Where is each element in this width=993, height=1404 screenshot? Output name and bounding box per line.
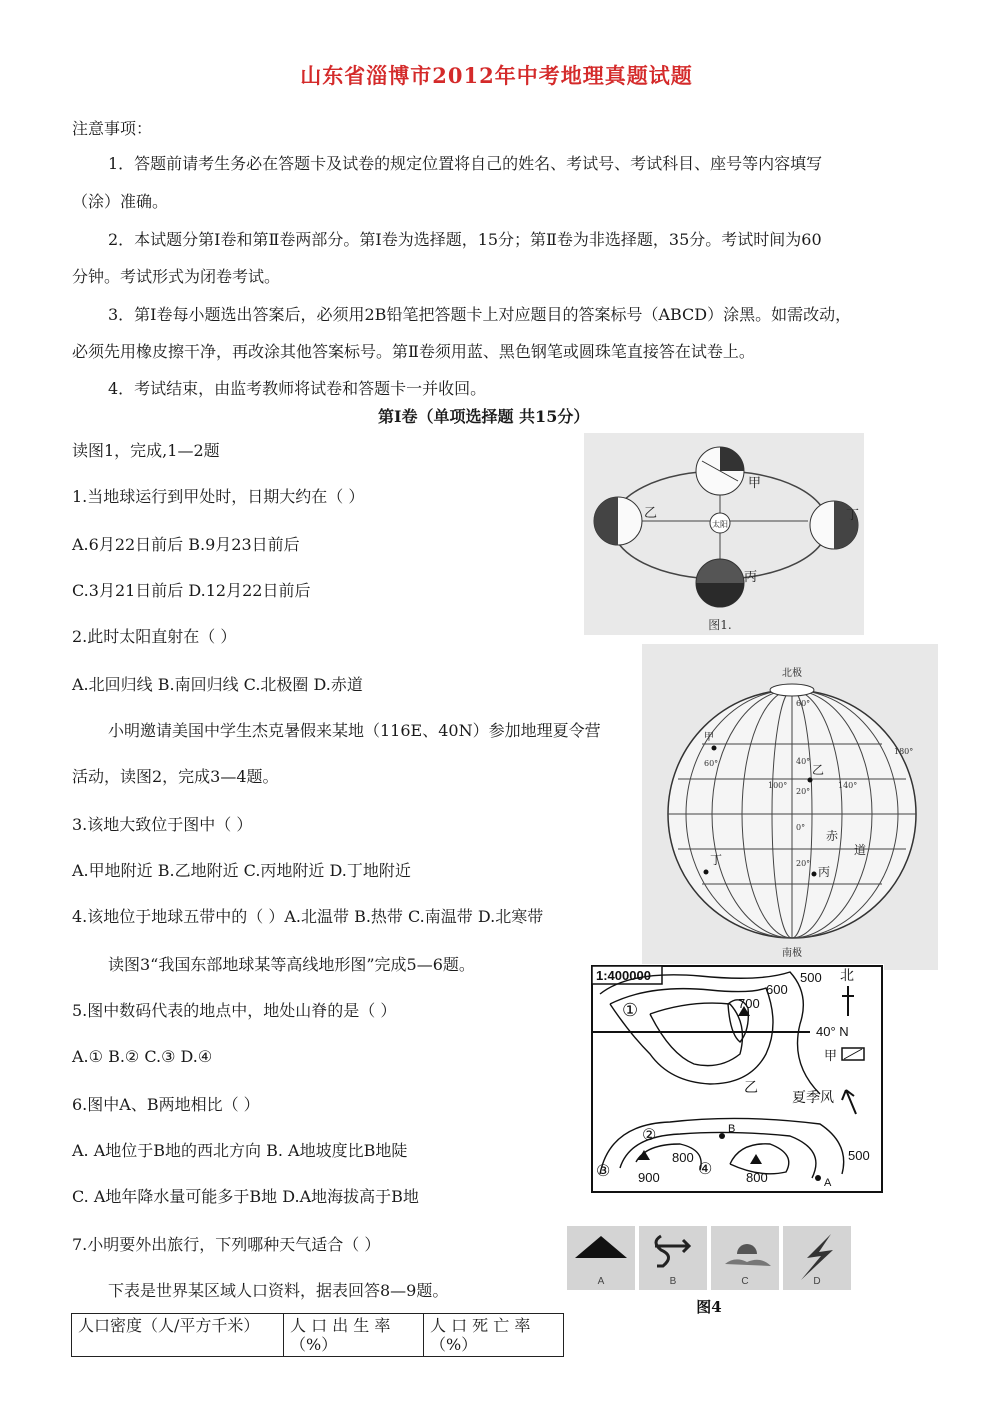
intro-q3: 小明邀请美国中学生杰克暑假来某地（116E、40N）参加地理夏令营 bbox=[108, 721, 601, 740]
notice-item-1b: （涂）准确。 bbox=[72, 192, 169, 211]
contour-800-right: 800 bbox=[746, 1170, 768, 1185]
figure-1-caption: 图1. bbox=[708, 618, 732, 632]
figure-4-weather-symbols bbox=[565, 1224, 861, 1320]
earth-jia bbox=[696, 447, 744, 495]
north-pole-cap bbox=[770, 684, 814, 696]
point-1: ① bbox=[622, 1000, 639, 1021]
lon-140-label: 140° bbox=[838, 781, 858, 790]
table-header-birth-rate: 人 口 出 生 率（%） bbox=[284, 1314, 424, 1357]
contour-700: 700 bbox=[738, 996, 760, 1011]
lon-180-label: 180° bbox=[894, 747, 914, 756]
lon-100-label: 100° bbox=[768, 781, 788, 790]
latitude-label: 40° N bbox=[816, 1024, 849, 1039]
point-yi-label: 乙 bbox=[744, 1080, 758, 1096]
question-1: 1.当地球运行到甲处时，日期大约在（ ） bbox=[72, 487, 365, 506]
north-pole-label: 北极 bbox=[782, 668, 802, 679]
point-3: ③ bbox=[596, 1161, 611, 1180]
point-b-label: B bbox=[728, 1123, 736, 1135]
symbol-d-label: D bbox=[813, 1276, 821, 1287]
lat-40-label: 40° bbox=[796, 757, 811, 766]
intro-q8: 下表是世界某区域人口资料，据表回答8—9题。 bbox=[108, 1281, 449, 1300]
table-header-density: 人口密度（人/平方千米） bbox=[72, 1314, 284, 1357]
figure-1-earth-orbit bbox=[584, 433, 864, 635]
question-2-options: A.北回归线 B.南回归线 C.北极圈 D.赤道 bbox=[72, 675, 363, 694]
symbol-b-label: B bbox=[669, 1276, 677, 1287]
question-3-options: A.甲地附近 B.乙地附近 C.丙地附近 D.丁地附近 bbox=[72, 861, 411, 880]
question-4: 4.该地位于地球五带中的（ ）A.北温带 B.热带 C.南温带 D.北寒带 bbox=[72, 907, 544, 926]
legend-jia-label: 甲 bbox=[824, 1049, 838, 1064]
notice-item-4: 4．考试结束，由监考教师将试卷和答题卡一并收回。 bbox=[108, 379, 487, 398]
equator-label-b: 道 bbox=[854, 843, 867, 857]
lat-20n-label: 20° bbox=[796, 787, 811, 796]
question-3: 3.该地大致位于图中（ ） bbox=[72, 815, 253, 834]
lat-60-label: 60° bbox=[796, 699, 811, 708]
point-ding-label: 丁 bbox=[710, 853, 723, 867]
point-4: ④ bbox=[698, 1159, 713, 1178]
point-a-marker bbox=[815, 1175, 821, 1181]
contour-500-bottom: 500 bbox=[848, 1148, 870, 1163]
symbol-a-label: A bbox=[597, 1276, 605, 1287]
population-table bbox=[71, 1313, 564, 1357]
question-5-options: A.① B.② C.③ D.④ bbox=[72, 1047, 213, 1066]
label-yi: 乙 bbox=[644, 506, 658, 521]
table-row bbox=[72, 1314, 564, 1357]
figure-3-contour-map bbox=[590, 964, 884, 1200]
contour-500-top: 500 bbox=[800, 970, 822, 985]
notice-item-1a: 1．答题前请考生务必在答题卡及试卷的规定位置将自己的姓名、考试号、考试科目、座号等内容填写 bbox=[108, 154, 823, 173]
question-1-options-ab: A.6月22日前后 B.9月23日前后 bbox=[72, 535, 300, 554]
point-ding-marker bbox=[704, 870, 709, 875]
point-bing-label: 丙 bbox=[818, 865, 831, 879]
contour-600: 600 bbox=[766, 982, 788, 997]
section-1-heading: 第Ⅰ卷（单项选择题 共15分） bbox=[378, 407, 590, 426]
notice-item-2b: 分钟。考试形式为闭卷考试。 bbox=[72, 267, 281, 286]
contour-800-left: 800 bbox=[672, 1150, 694, 1165]
figure-4-caption: 图4 bbox=[696, 1298, 722, 1316]
south-pole-label: 南极 bbox=[782, 948, 802, 959]
earth-yi bbox=[594, 497, 642, 545]
point-yi-label: 乙 bbox=[812, 763, 825, 777]
label-jia: 甲 bbox=[748, 476, 762, 491]
question-6-options-cd: C. A地年降水量可能多于B地 D.A地海拔高于B地 bbox=[72, 1187, 419, 1206]
lat-0-label: 0° bbox=[796, 823, 806, 832]
earth-bing bbox=[696, 559, 744, 607]
question-2: 2.此时太阳直射在（ ） bbox=[72, 627, 237, 646]
figure-2-globe bbox=[642, 644, 938, 970]
point-a-label: A bbox=[824, 1177, 832, 1189]
page-title: 山东省淄博市2012年中考地理真题试题 bbox=[300, 63, 693, 88]
question-1-options-cd: C.3月21日前后 D.12月22日前后 bbox=[72, 581, 311, 600]
lon-60-label: 60° bbox=[704, 759, 719, 768]
question-7: 7.小明要外出旅行，下列哪种天气适合（ ） bbox=[72, 1235, 381, 1254]
symbol-c-label: C bbox=[741, 1276, 749, 1287]
notice-heading: 注意事项： bbox=[72, 119, 153, 138]
read-fig3: 读图3“我国东部地球某等高线地形图”完成5—6题。 bbox=[108, 955, 475, 974]
map-scale: 1:400000 bbox=[596, 968, 651, 983]
sun-label: 太阳 bbox=[712, 520, 728, 529]
intro-q3-cont: 活动，读图2，完成3—4题。 bbox=[72, 767, 279, 786]
question-5: 5.图中数码代表的地点中，地处山脊的是（ ） bbox=[72, 1001, 397, 1020]
question-6: 6.图中A、B两地相比（ ） bbox=[72, 1095, 260, 1114]
contour-900: 900 bbox=[638, 1170, 660, 1185]
read-fig1: 读图1，完成,1—2题 bbox=[72, 441, 220, 460]
label-bing: 丙 bbox=[744, 570, 758, 585]
table-header-death-rate: 人 口 死 亡 率（%） bbox=[424, 1314, 564, 1357]
point-bing-marker bbox=[812, 872, 817, 877]
point-jia-label: 甲 bbox=[704, 732, 714, 743]
summer-monsoon-label: 夏季风 bbox=[792, 1090, 834, 1106]
question-6-options-ab: A. A地位于B地的西北方向 B. A地坡度比B地陡 bbox=[72, 1141, 408, 1160]
point-jia-marker bbox=[712, 746, 717, 751]
point-2: ② bbox=[642, 1125, 657, 1144]
north-label: 北 bbox=[840, 968, 854, 984]
notice-item-3b: 必须先用橡皮擦干净，再改涂其他答案标号。第Ⅱ卷须用蓝、黑色钢笔或圆珠笔直接答在试卷上。 bbox=[72, 342, 755, 361]
label-ding: 丁 bbox=[846, 508, 860, 523]
notice-item-2a: 2．本试题分第Ⅰ卷和第Ⅱ卷两部分。第Ⅰ卷为选择题，15分；第Ⅱ卷为非选择题，35分。考试时间为60 bbox=[108, 230, 822, 249]
equator-label-a: 赤 bbox=[826, 829, 839, 843]
lat-20s-label: 20° bbox=[796, 859, 811, 868]
point-b-marker bbox=[719, 1133, 725, 1139]
point-yi-marker bbox=[808, 778, 813, 783]
notice-item-3a: 3．第Ⅰ卷每小题选出答案后，必须用2B铅笔把答题卡上对应题目的答案标号（ABCD）涂黑。如需改动， bbox=[108, 305, 852, 324]
